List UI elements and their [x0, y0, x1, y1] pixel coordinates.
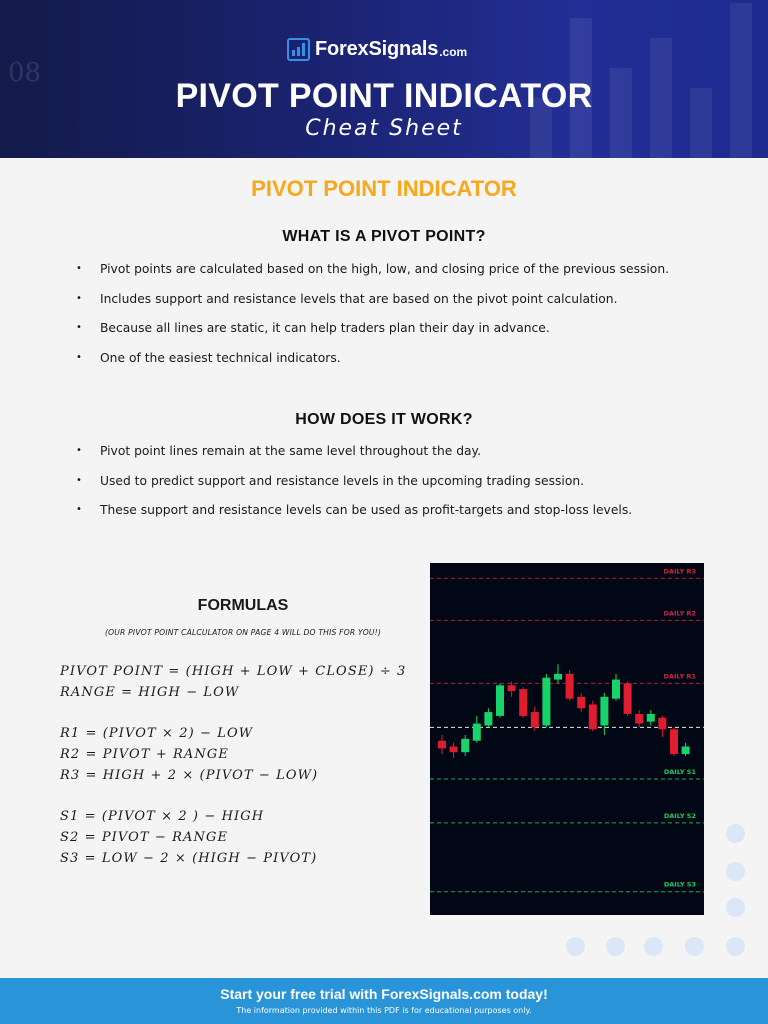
level-label: DAILY R2: [663, 609, 696, 618]
candle-body: [508, 685, 516, 691]
candle-body: [461, 739, 469, 752]
candle-body: [635, 714, 643, 724]
candle-body: [542, 678, 550, 726]
list-item: • One of the easiest technical indicators.: [76, 349, 736, 379]
formula-line: S2 = PIVOT − RANGE: [60, 830, 229, 845]
list-item: • Includes support and resistance levels that are based on the pivot point calculation.: [76, 290, 736, 320]
how-bullet-list: [76, 442, 736, 531]
footer-banner: [0, 978, 768, 1024]
list-item: • Pivot points are calculated based on the high, low, and closing price of the previous session.: [76, 260, 736, 290]
candle-body: [496, 685, 504, 716]
candle-body: [600, 697, 608, 726]
header-banner: [0, 0, 768, 158]
level-label: DAILY S2: [663, 811, 696, 820]
candle-body: [670, 729, 678, 754]
logo-name: ForexSignals: [315, 37, 439, 60]
candle-body: [519, 689, 527, 716]
formula-line: R3 = HIGH + 2 × (PIVOT − LOW): [60, 768, 319, 783]
candle-body: [484, 712, 492, 725]
candle-body: [658, 718, 666, 729]
what-heading: WHAT IS A PIVOT POINT?: [282, 228, 486, 245]
list-item: • Pivot point lines remain at the same level throughout the day.: [76, 442, 736, 472]
formulas-note: (OUR PIVOT POINT CALCULATOR ON PAGE 4 WILL DO THIS FOR YOU!): [104, 628, 382, 637]
pivot-chart: [430, 563, 704, 915]
candle-body: [450, 746, 458, 752]
candle-body: [682, 746, 690, 754]
level-label: DAILY S3: [663, 880, 696, 889]
page-subtitle: Cheat Sheet: [305, 116, 463, 141]
free-trial-link[interactable]: Start your free trial with ForexSignals.com today!: [220, 986, 548, 1002]
formula-line: R1 = (PIVOT × 2) − LOW: [60, 726, 254, 741]
list-item: • Because all lines are static, it can help traders plan their day in advance.: [76, 319, 736, 349]
formula-line: S1 = (PIVOT × 2 ) − HIGH: [60, 809, 265, 824]
candle-body: [589, 704, 597, 729]
candle-body: [531, 712, 539, 727]
level-label: DAILY R3: [663, 567, 696, 576]
pivot-chart-svg: [430, 563, 704, 915]
candle-body: [438, 741, 446, 749]
logo-tld: .com: [439, 45, 468, 59]
candle-body: [554, 674, 562, 680]
formulas-heading: FORMULAS: [197, 597, 289, 614]
formula-group-support: [60, 806, 317, 869]
chart-bars-icon: [287, 38, 310, 61]
how-heading: HOW DOES IT WORK?: [295, 411, 473, 428]
formula-group-resistance: [60, 723, 318, 786]
formula-line: PIVOT POINT = (HIGH + LOW + CLOSE) ÷ 3: [60, 664, 407, 679]
level-label: DAILY R1: [663, 672, 696, 681]
disclaimer: The information provided within this PDF is for educational purposes only.: [236, 1006, 532, 1015]
page-title: PIVOT POINT INDICATOR: [175, 77, 593, 115]
formula-line: S3 = LOW − 2 × (HIGH − PIVOT): [60, 851, 318, 866]
candle-body: [624, 683, 632, 714]
candle-body: [647, 714, 655, 722]
what-bullet-list: [76, 260, 736, 378]
candle-body: [473, 724, 481, 741]
section-title: PIVOT POINT INDICATOR: [251, 176, 517, 201]
formula-group-pivot: [60, 661, 406, 703]
candle-body: [566, 674, 574, 699]
candle-body: [577, 697, 585, 708]
list-item: • These support and resistance levels can be used as profit-targets and stop-loss levels.: [76, 501, 736, 531]
level-label: DAILY S1: [663, 767, 696, 776]
list-item: • Used to predict support and resistance levels in the upcoming trading session.: [76, 472, 736, 502]
candle-body: [612, 680, 620, 699]
formula-line: R2 = PIVOT + RANGE: [60, 747, 229, 762]
header-ghost-number: 08: [8, 58, 42, 88]
formula-line: RANGE = HIGH − LOW: [60, 685, 240, 700]
forexsignals-logo[interactable]: [287, 36, 467, 62]
